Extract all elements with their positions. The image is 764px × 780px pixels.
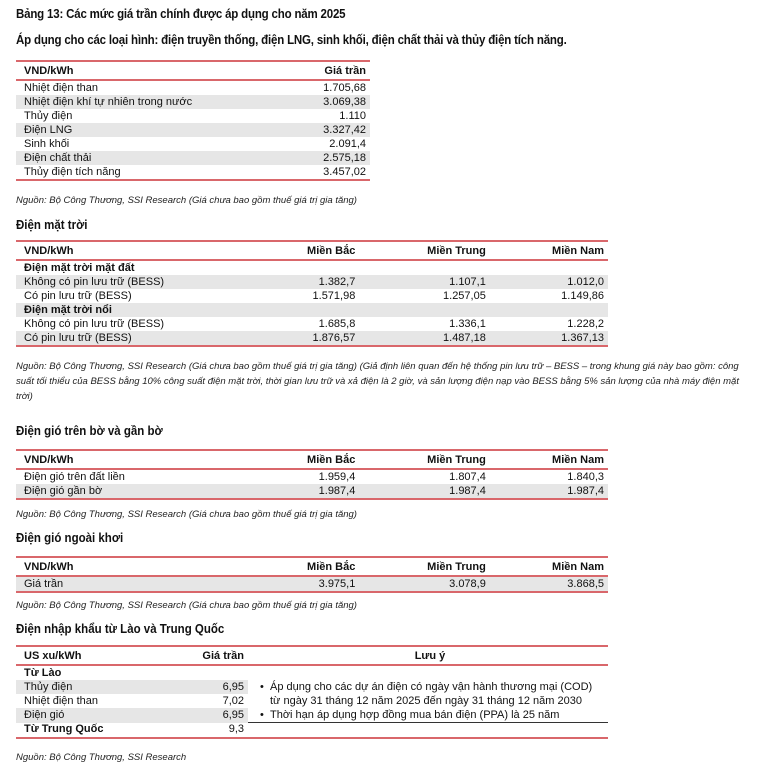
table-row: Nhiệt điện than 7,02 <box>24 694 244 707</box>
note-item: • Thời hạn áp dụng hợp đồng mua bán điện (PPA) là 25 năm <box>260 708 604 722</box>
col-header-north: Miền Bắc <box>248 557 359 576</box>
table-row: Có pin lưu trữ (BESS) 1.571,98 1.257,05 1.149,86 <box>24 289 604 302</box>
section-title-solar: Điện mặt trời <box>16 218 88 232</box>
table-row: Nhiệt điện than 1.705,68 <box>24 81 366 94</box>
col-header-south: Miền Nam <box>490 241 608 260</box>
table-caption: Bảng 13: Các mức giá trần chính được áp dụng cho năm 2025 <box>16 7 346 21</box>
col-header-south: Miền Nam <box>490 557 608 576</box>
source-note: Nguồn: Bộ Công Thương, SSI Research (Giá chưa bao gồm thuế giá trị gia tăng) <box>16 509 357 520</box>
col-header-unit: US xu/kWh <box>16 646 188 665</box>
wind-offshore-price-table <box>16 556 608 593</box>
section-title-wind-offshore: Điện gió ngoài khơi <box>16 531 124 545</box>
col-header-north: Miền Bắc <box>248 241 359 260</box>
col-header-unit: VND/kWh <box>16 241 248 260</box>
group-row: Điện mặt trời mặt đất <box>24 261 135 274</box>
col-header-unit: VND/kWh <box>16 557 248 576</box>
source-note: Nguồn: Bộ Công Thương, SSI Research <box>16 752 187 763</box>
group-row: Từ Trung Quốc 9,3 <box>24 723 244 736</box>
table-row: Điện gió trên đất liền 1.959,4 1.807,4 1.840,3 <box>24 470 604 483</box>
section-title-imports: Điện nhập khẩu từ Lào và Trung Quốc <box>16 622 225 636</box>
source-note: Nguồn: Bộ Công Thương, SSI Research (Giá chưa bao gồm thuế giá trị gia tăng) <box>16 195 357 206</box>
table-row: Thủy điện 6,95 • Áp dụng cho các dự án điện có ngày vận hành thương mại (COD) từ ngày 31 tháng 12 năm 2025 đến ngày 31 tháng 12 năm 2030 • Thời hạn áp dụng hợp đồng mua bán điện (PPA) là 25 năm <box>16 680 608 694</box>
source-note: Nguồn: Bộ Công Thương, SSI Research (Giá chưa bao gồm thuế giá trị gia tăng) (Giả định liên quan đến hệ thống pin lưu trữ – BESS – trong khung giá này bao gồm: công suất tối thiểu của BESS bằng 10% công suất điện mặt trời, thời gian lưu trữ và xả điện là 2 giờ, và sản lượng điện nạp vào BESS bằng 5% sản lượng của nhà máy điện mặt trời) <box>16 361 739 402</box>
section-title-wind-onshore: Điện gió trên bờ và gần bờ <box>16 424 163 438</box>
table-row: Thủy điện tích năng 3.457,02 <box>24 165 366 178</box>
col-header-unit: VND/kWh <box>16 450 248 469</box>
group-row: Điện mặt trời nổi <box>16 303 608 317</box>
col-header-price: Giá trần <box>287 61 370 80</box>
imports-price-table <box>16 645 608 739</box>
table-row: Không có pin lưu trữ (BESS) 1.685,8 1.336,1 1.228,2 <box>24 317 604 330</box>
table-row: Giá trần 3.975,1 3.078,9 3.868,5 <box>16 576 608 592</box>
col-header-central: Miền Trung <box>359 450 490 469</box>
note-item: • Áp dụng cho các dự án điện có ngày vận hành thương mại (COD) từ ngày 31 tháng 12 năm 2025 đến ngày 31 tháng 12 năm 2030 <box>260 680 604 708</box>
col-header-price: Giá trần <box>188 646 248 665</box>
notes-cell <box>248 680 608 723</box>
table-row: Điện LNG 3.327,42 <box>16 123 370 137</box>
col-header-central: Miền Trung <box>359 241 490 260</box>
col-header-unit: VND/kWh <box>16 61 287 80</box>
col-header-north: Miền Bắc <box>248 450 359 469</box>
col-header-notes: Lưu ý <box>248 646 608 665</box>
solar-price-table <box>16 240 608 347</box>
group-row: Từ Lào <box>24 666 62 679</box>
table-subtitle: Áp dụng cho các loại hình: điện truyền thống, điện LNG, sinh khối, điện chất thải và thủy điện tích năng. <box>16 33 567 47</box>
table-row: Sinh khối 2.091,4 <box>24 137 366 150</box>
main-price-table <box>16 60 370 181</box>
table-row: Nhiệt điện khí tự nhiên trong nước 3.069,38 <box>16 95 370 109</box>
col-header-south: Miền Nam <box>490 450 608 469</box>
col-header-central: Miền Trung <box>359 557 490 576</box>
table-row: Thủy điện 1.110 <box>24 109 366 122</box>
table-row: Có pin lưu trữ (BESS) 1.876,57 1.487,18 1.367,13 <box>16 331 608 346</box>
table-row: Điện chất thải 2.575,18 <box>16 151 370 165</box>
table-row: Không có pin lưu trữ (BESS) 1.382,7 1.107,1 1.012,0 <box>16 275 608 289</box>
table-row: Điện gió gần bờ 1.987,4 1.987,4 1.987,4 <box>16 484 608 499</box>
wind-onshore-price-table <box>16 449 608 500</box>
table-row: Điện gió 6,95 <box>16 708 608 722</box>
source-note: Nguồn: Bộ Công Thương, SSI Research (Giá chưa bao gồm thuế giá trị gia tăng) <box>16 600 357 611</box>
